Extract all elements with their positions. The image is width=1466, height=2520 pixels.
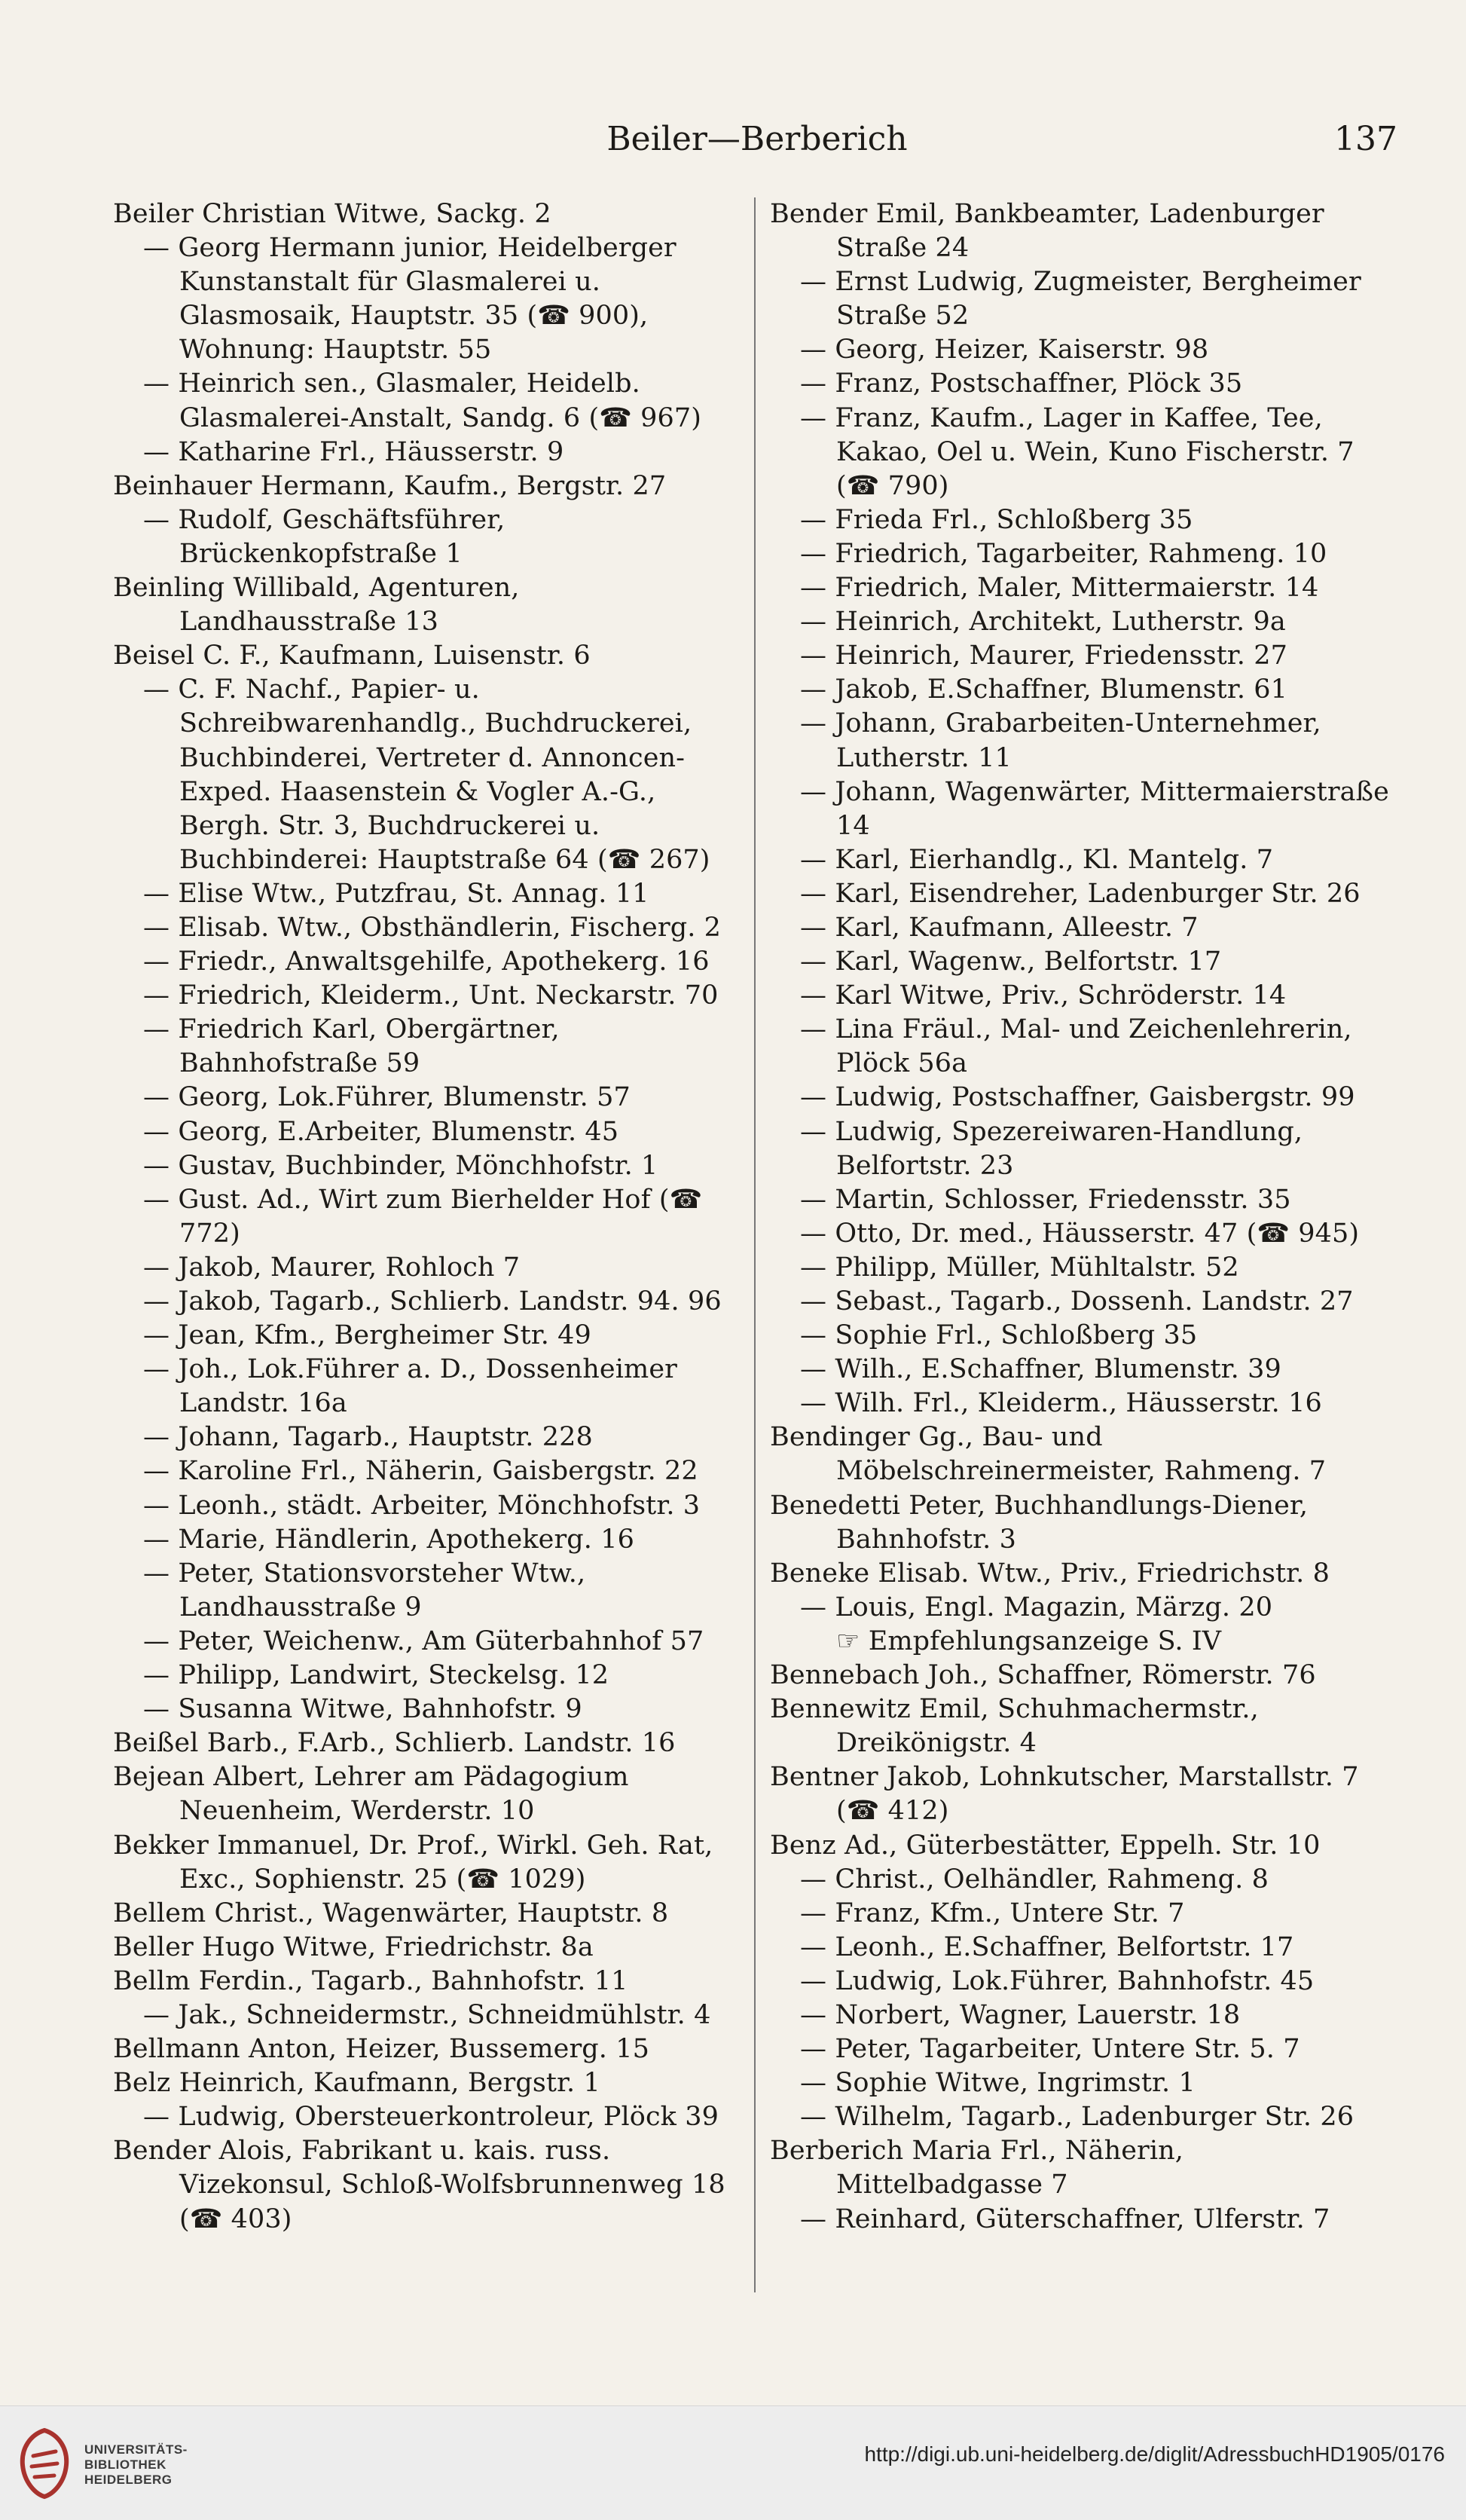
directory-entry: — Heinrich, Architekt, Lutherstr. 9a	[800, 607, 1286, 638]
directory-entry: — Friedrich, Maler, Mittermaierstr. 14	[800, 573, 1319, 604]
library-name	[84, 2442, 188, 2488]
directory-entry: Bender Emil, Bankbeamter, Ladenburger Straße 24	[770, 199, 1324, 264]
directory-entry: — Wilh., E.Schaffner, Blumenstr. 39	[800, 1354, 1281, 1385]
directory-entry: Bendinger Gg., Bau- und Möbelschreinermeister, Rahmeng. 7	[770, 1422, 1327, 1487]
directory-entry: — Karl, Wagenw., Belfortstr. 17	[800, 947, 1222, 977]
directory-entry: — Gustav, Buchbinder, Mönchhofstr. 1	[143, 1150, 658, 1181]
directory-entry: — Louis, Engl. Magazin, Märzg. 20	[800, 1592, 1273, 1622]
directory-entry: Bellem Christ., Wagenwärter, Hauptstr. 8	[113, 1898, 669, 1928]
directory-entry: — Leonh., E.Schaffner, Belfortstr. 17	[800, 1931, 1294, 1962]
directory-entry: — Martin, Schlosser, Friedensstr. 35	[800, 1184, 1291, 1215]
directory-entry: — Katharine Frl., Häusserstr. 9	[143, 436, 564, 467]
directory-entry: — Franz, Kaufm., Lager in Kaffee, Tee, Kakao, Oel u. Wein, Kuno Fischerstr. 7 (☎ 790)	[800, 402, 1355, 501]
directory-entry: Benedetti Peter, Buchhandlungs-Diener, Bahnhofstr. 3	[770, 1490, 1309, 1555]
directory-entry: Bekker Immanuel, Dr. Prof., Wirkl. Geh. Rat, Exc., Sophienstr. 25 (☎ 1029)	[113, 1830, 713, 1895]
library-name-line: HEIDELBERG	[84, 2473, 173, 2487]
directory-entry: — Norbert, Wagner, Lauerstr. 18	[800, 1999, 1241, 2030]
directory-entry: — Peter, Stationsvorsteher Wtw., Landhausstraße 9	[143, 1558, 586, 1622]
directory-entry: — Karl, Kaufmann, Alleestr. 7	[800, 912, 1199, 943]
directory-entry: — Franz, Kfm., Untere Str. 7	[800, 1898, 1185, 1928]
directory-entry: — Friedrich, Kleiderm., Unt. Neckarstr. 70	[143, 980, 719, 1011]
directory-entry: — Johann, Tagarb., Hauptstr. 228	[143, 1422, 593, 1453]
right-column	[770, 197, 1397, 2292]
source-url-link[interactable]: http://digi.ub.uni-heidelberg.de/diglit/AdressbuchHD1905/0176	[864, 2442, 1445, 2466]
directory-entry: — Leonh., städt. Arbeiter, Mönchhofstr. 3	[143, 1490, 701, 1521]
directory-entry: — Heinrich sen., Glasmaler, Heidelb. Glasmalerei-Anstalt, Sandg. 6 (☎ 967)	[143, 369, 702, 433]
directory-entry: — Marie, Händlerin, Apothekerg. 16	[143, 1524, 634, 1555]
directory-entry: — Rudolf, Geschäftsführer, Brückenkopfstraße 1	[143, 504, 505, 569]
directory-entry: — Ludwig, Lok.Führer, Bahnhofstr. 45	[800, 1965, 1315, 1996]
directory-entry: — Reinhard, Güterschaffner, Ulferstr. 7	[800, 2203, 1330, 2234]
directory-entry: — Karl Witwe, Priv., Schröderstr. 14	[800, 980, 1287, 1011]
directory-entry: Beißel Barb., F.Arb., Schlierb. Landstr. 16	[113, 1728, 676, 1759]
directory-entry: — Sophie Frl., Schloßberg 35	[800, 1320, 1198, 1351]
directory-entry: — Franz, Postschaffner, Plöck 35	[800, 369, 1243, 399]
directory-entry: — Ludwig, Obersteuerkontroleur, Plöck 39	[143, 2102, 719, 2133]
directory-entry: — C. F. Nachf., Papier- u. Schreibwarenhandlg., Buchdruckerei, Buchbinderei, Vertreter d. Annoncen-Exped. Haasenstein & Vogler A.-G., Bergh. Str. 3, Buchdruckerei u. Buchbinderei: Hauptstraße 64 (☎ 267)	[143, 674, 710, 875]
directory-entry: — Jakob, Tagarb., Schlierb. Landstr. 94. 96	[143, 1286, 722, 1317]
directory-entry: — Sophie Witwe, Ingrimstr. 1	[800, 2068, 1196, 2099]
directory-entry: — Gust. Ad., Wirt zum Bierhelder Hof (☎ 772)	[143, 1184, 703, 1249]
directory-entry: — Susanna Witwe, Bahnhofstr. 9	[143, 1694, 582, 1725]
directory-entry: — Wilhelm, Tagarb., Ladenburger Str. 26	[800, 2102, 1355, 2133]
library-logo[interactable]	[14, 2426, 209, 2501]
directory-entry: Beisel C. F., Kaufmann, Luisenstr. 6	[113, 641, 591, 671]
directory-entry: — Frieda Frl., Schloßberg 35	[800, 504, 1193, 535]
directory-entry: Beinling Willibald, Agenturen, Landhausstraße 13	[113, 573, 520, 638]
directory-entry: — Otto, Dr. med., Häusserstr. 47 (☎ 945)	[800, 1218, 1360, 1249]
directory-entry: — Johann, Grabarbeiten-Unternehmer, Lutherstr. 11	[800, 708, 1321, 773]
directory-entry: Benz Ad., Güterbestätter, Eppelh. Str. 10	[770, 1830, 1321, 1861]
directory-entry: — Ernst Ludwig, Zugmeister, Bergheimer Straße 52	[800, 267, 1361, 332]
directory-entry: — Jak., Schneidermstr., Schneidmühlstr. 4	[143, 1999, 711, 2030]
directory-entry: — Joh., Lok.Führer a. D., Dossenheimer Landstr. 16a	[143, 1354, 677, 1419]
directory-entry: — Peter, Weichenw., Am Güterbahnhof 57	[143, 1625, 704, 1656]
directory-entry: — Georg, E.Arbeiter, Blumenstr. 45	[143, 1116, 619, 1147]
library-seal-icon	[14, 2426, 75, 2501]
directory-entry: — Friedrich, Tagarbeiter, Rahmeng. 10	[800, 538, 1327, 569]
directory-entry: Beneke Elisab. Wtw., Priv., Friedrichstr. 8	[770, 1558, 1330, 1589]
directory-columns	[113, 197, 1401, 2292]
directory-entry: — Jean, Kfm., Bergheimer Str. 49	[143, 1320, 591, 1351]
directory-entry: — Georg, Lok.Führer, Blumenstr. 57	[143, 1082, 631, 1113]
left-column	[113, 197, 740, 2292]
directory-entry: — Lina Fräul., Mal- und Zeichenlehrerin, Plöck 56a	[800, 1014, 1352, 1079]
directory-entry: Bellm Ferdin., Tagarb., Bahnhofstr. 11	[113, 1965, 628, 1996]
directory-entry: — Wilh. Frl., Kleiderm., Häusserstr. 16	[800, 1388, 1322, 1419]
library-name-line: BIBLIOTHEK	[84, 2457, 166, 2472]
directory-entry: — Philipp, Müller, Mühltalstr. 52	[800, 1252, 1239, 1283]
directory-entry: Bejean Albert, Lehrer am Pädagogium Neuenheim, Werderstr. 10	[113, 1762, 629, 1827]
footer-bar	[0, 2405, 1466, 2520]
directory-entry: — Karl, Eisendreher, Ladenburger Str. 26	[800, 878, 1361, 909]
directory-entry: — Ludwig, Postschaffner, Gaisbergstr. 99	[800, 1082, 1355, 1113]
directory-entry: Bennebach Joh., Schaffner, Römerstr. 76	[770, 1660, 1316, 1691]
column-divider	[754, 197, 756, 2292]
directory-entry: — Christ., Oelhändler, Rahmeng. 8	[800, 1864, 1269, 1895]
directory-entry: Berberich Maria Frl., Näherin, Mittelbadgasse 7	[770, 2136, 1184, 2200]
page-header	[117, 117, 1397, 162]
directory-entry: Bentner Jakob, Lohnkutscher, Marstallstr. 7 (☎ 412)	[770, 1762, 1359, 1827]
directory-entry: — Elise Wtw., Putzfrau, St. Annag. 11	[143, 878, 649, 909]
directory-entry: — Georg Hermann junior, Heidelberger Kunstanstalt für Glasmalerei u. Glasmosaik, Hauptstr. 35 (☎ 900), Wohnung: Hauptstr. 55	[143, 233, 676, 365]
page-title: Beiler—Berberich	[606, 120, 908, 158]
directory-entry: — Johann, Wagenwärter, Mittermaierstraße 14	[800, 776, 1389, 841]
directory-entry: Belz Heinrich, Kaufmann, Bergstr. 1	[113, 2068, 600, 2099]
directory-entry: Beller Hugo Witwe, Friedrichstr. 8a	[113, 1931, 594, 1962]
directory-entry: — Ludwig, Spezereiwaren-Handlung, Belfortstr. 23	[800, 1116, 1303, 1181]
directory-entry: Bennewitz Emil, Schuhmachermstr., Dreikönigstr. 4	[770, 1694, 1259, 1759]
directory-entry: — Heinrich, Maurer, Friedensstr. 27	[800, 641, 1287, 671]
directory-entry: — Jakob, Maurer, Rohloch 7	[143, 1252, 521, 1283]
directory-entry: — Sebast., Tagarb., Dossenh. Landstr. 27	[800, 1286, 1354, 1317]
directory-entry: — Peter, Tagarbeiter, Untere Str. 5. 7	[800, 2034, 1300, 2065]
directory-entry: — Friedrich Karl, Obergärtner, Bahnhofstraße 59	[143, 1014, 560, 1079]
advertisement-reference: ☞ Empfehlungsanzeige S. IV	[836, 1625, 1222, 1656]
directory-entry: Bellmann Anton, Heizer, Bussemerg. 15	[113, 2034, 649, 2065]
directory-entry: Beinhauer Hermann, Kaufm., Bergstr. 27	[113, 470, 667, 501]
directory-entry: Beiler Christian Witwe, Sackg. 2	[113, 199, 551, 229]
directory-entry: — Karl, Eierhandlg., Kl. Mantelg. 7	[800, 844, 1274, 875]
directory-entry: Bender Alois, Fabrikant u. kais. russ. Vizekonsul, Schloß-Wolfsbrunnenweg 18 (☎ 403)	[113, 2136, 725, 2234]
page-number: 137	[1334, 120, 1397, 158]
directory-entry: — Philipp, Landwirt, Steckelsg. 12	[143, 1660, 609, 1691]
directory-entry: — Elisab. Wtw., Obsthändlerin, Fischerg. 2	[143, 912, 722, 943]
directory-entry: — Karoline Frl., Näherin, Gaisbergstr. 22	[143, 1456, 698, 1487]
directory-entry: — Georg, Heizer, Kaiserstr. 98	[800, 335, 1209, 365]
directory-entry: — Friedr., Anwaltsgehilfe, Apothekerg. 16	[143, 947, 710, 977]
directory-entry: — Jakob, E.Schaffner, Blumenstr. 61	[800, 674, 1288, 705]
library-name-line: UNIVERSITÄTS-	[84, 2442, 188, 2457]
